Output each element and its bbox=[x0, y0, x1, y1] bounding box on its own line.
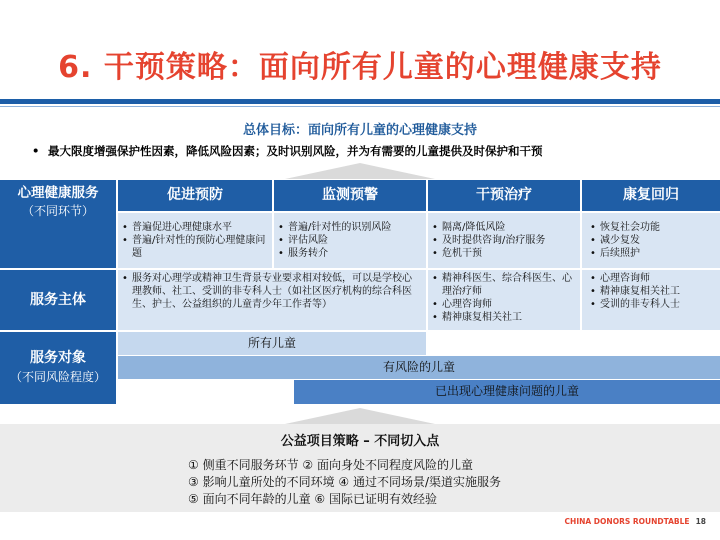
list-item: • 及时提供咨询/治疗服务 bbox=[430, 234, 578, 247]
list-item: • 危机干预 bbox=[430, 247, 578, 260]
goal-heading: 总体目标：面向所有儿童的心理健康支持 bbox=[242, 123, 477, 138]
cell-providers-general bbox=[118, 270, 426, 330]
col-header-rehabilitation: 康复回归 bbox=[582, 180, 720, 211]
list-item: • 服务对心理学或精神卫生背景专业要求相对较低，可以是学校心理教师、社工、受训的非专科人士（如社区医疗机构的综合科医生、护士、公益组织的儿童青少年工作者等） bbox=[120, 272, 418, 311]
targets-label-subtitle: （不同风险程度） bbox=[9, 370, 106, 384]
list-item: • 普遍/针对性的预防心理健康问题 bbox=[120, 234, 270, 260]
cell-providers-clinical bbox=[428, 270, 580, 330]
up-arrow-icon bbox=[285, 163, 435, 179]
footer-org: CHINA DONORS ROUNDTABLE bbox=[564, 517, 690, 526]
list-item: • 精神康复相关社工 bbox=[430, 311, 578, 324]
title-divider bbox=[0, 99, 720, 104]
footer bbox=[565, 517, 706, 526]
targets-label-title: 服务对象 bbox=[30, 350, 86, 366]
goal-bullet: • 最大限度增强保护性因素，降低风险因素；及时识别风险，并为有需要的儿童提供及时保护和干预 bbox=[32, 144, 543, 158]
table-corner-header bbox=[0, 180, 116, 268]
targets-label bbox=[0, 332, 116, 404]
list-item: • 普遍促进心理健康水平 bbox=[120, 221, 270, 234]
list-item: • 隔离/降低风险 bbox=[430, 221, 578, 234]
list-item: • 精神科医生、综合科医生、心理治疗师 bbox=[430, 272, 578, 298]
corner-subtitle: （不同环节） bbox=[21, 204, 94, 218]
list-item: • 服务转介 bbox=[276, 247, 424, 260]
list-item: • 恢复社会功能 bbox=[588, 221, 718, 234]
list-item: • 受训的非专科人士 bbox=[588, 298, 718, 311]
list-item: • 普遍/针对性的识别风险 bbox=[276, 221, 424, 234]
page-title: 6. 干预策略：面向所有儿童的心理健康支持 bbox=[58, 50, 662, 85]
strategy-heading: 公益项目策略 – 不同切入点 bbox=[280, 434, 440, 449]
strategy-line-1: ① 侧重不同服务环节 ② 面向身处不同程度风险的儿童 bbox=[188, 458, 473, 472]
cell-rehabilitation bbox=[582, 213, 720, 268]
target-bar-at-risk: 有风险的儿童 bbox=[118, 356, 720, 379]
cell-providers-rehab bbox=[582, 270, 720, 330]
list-item: • 减少复发 bbox=[588, 234, 718, 247]
target-bar-all-children: 所有儿童 bbox=[118, 332, 426, 355]
col-header-monitoring: 监测预警 bbox=[274, 180, 426, 211]
list-item: • 心理咨询师 bbox=[430, 298, 578, 311]
strategy-line-2: ③ 影响儿童所处的不同环境 ④ 通过不同场景/渠道实施服务 bbox=[188, 475, 502, 489]
providers-label: 服务主体 bbox=[0, 270, 116, 330]
col-header-prevention: 促进预防 bbox=[118, 180, 272, 211]
strategy-line-3: ⑤ 面向不同年龄的儿童 ⑥ 国际已证明有效经验 bbox=[188, 492, 437, 506]
cell-monitoring bbox=[274, 213, 426, 268]
list-item: • 评估风险 bbox=[276, 234, 424, 247]
list-item: • 后续照护 bbox=[588, 247, 718, 260]
page-number: 18 bbox=[695, 517, 706, 526]
title-divider-thin bbox=[0, 106, 720, 107]
corner-title: 心理健康服务 bbox=[17, 185, 99, 201]
goal-bullet-text: 最大限度增强保护性因素，降低风险因素；及时识别风险，并为有需要的儿童提供及时保护和干预 bbox=[48, 144, 543, 158]
cell-intervention bbox=[428, 213, 580, 268]
up-arrow-icon bbox=[285, 408, 435, 424]
list-item: • 精神康复相关社工 bbox=[588, 285, 718, 298]
cell-prevention bbox=[118, 213, 272, 268]
target-bar-with-problems: 已出现心理健康问题的儿童 bbox=[294, 380, 720, 404]
list-item: • 心理咨询师 bbox=[588, 272, 718, 285]
col-header-intervention: 干预治疗 bbox=[428, 180, 580, 211]
